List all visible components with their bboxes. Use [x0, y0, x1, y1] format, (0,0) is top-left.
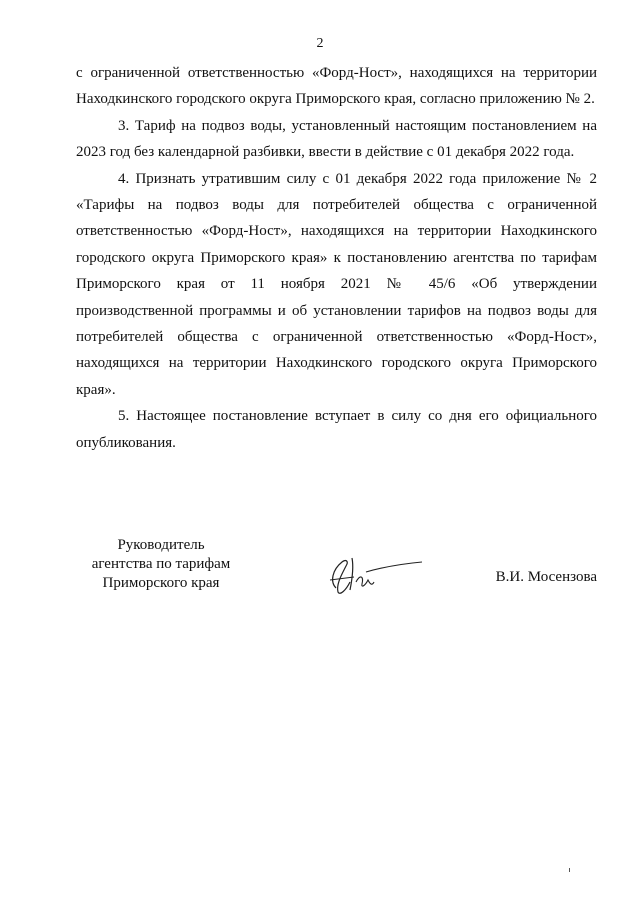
signer-name: В.И. Мосензова: [495, 569, 597, 585]
page-number: 2: [316, 36, 324, 51]
signer-title-line-3: Приморского края: [102, 575, 220, 591]
signer-title-line-2: агентства по тарифам: [91, 556, 231, 572]
paragraph-5: 5. Настоящее постановление вступает в силу со дня его официального опубликования.: [76, 408, 597, 451]
document-body: [76, 60, 597, 456]
paragraph-continuation: с ограниченной ответственностью «Форд-Ност», находящихся на территории Находкинского городского округа Приморского края, согласно приложению № 2.: [76, 65, 597, 108]
paragraph-3: 3. Тариф на подвоз воды, установленный настоящим постановлением на 2023 год без календарной разбивки, ввести в действие с 01 декабря 2022 года.: [76, 117, 597, 161]
signer-title: [76, 536, 246, 593]
signer-title-line-1: Руководитель: [117, 537, 205, 553]
handwritten-signature: [316, 552, 426, 598]
scan-mark: [569, 868, 570, 872]
signature-block: [76, 536, 597, 606]
paragraph-4: 4. Признать утратившим силу с 01 декабря 2022 года приложение № 2 «Тарифы на подвоз воды для потребителей общества с ограниченной ответственностью «Форд-Ност», находящихся на территории Находкинского городского округа Приморского края» к постановлению агентства по тарифам Приморского края от 11 ноября 2021 № 45/6 «Об утверждении производственной программы и об установлении тарифов на подвоз воды для потребителей общества с ограниченной ответственностью «Форд-Ност», находящихся на территории Находкинского городского округа Приморского края».: [76, 170, 597, 398]
